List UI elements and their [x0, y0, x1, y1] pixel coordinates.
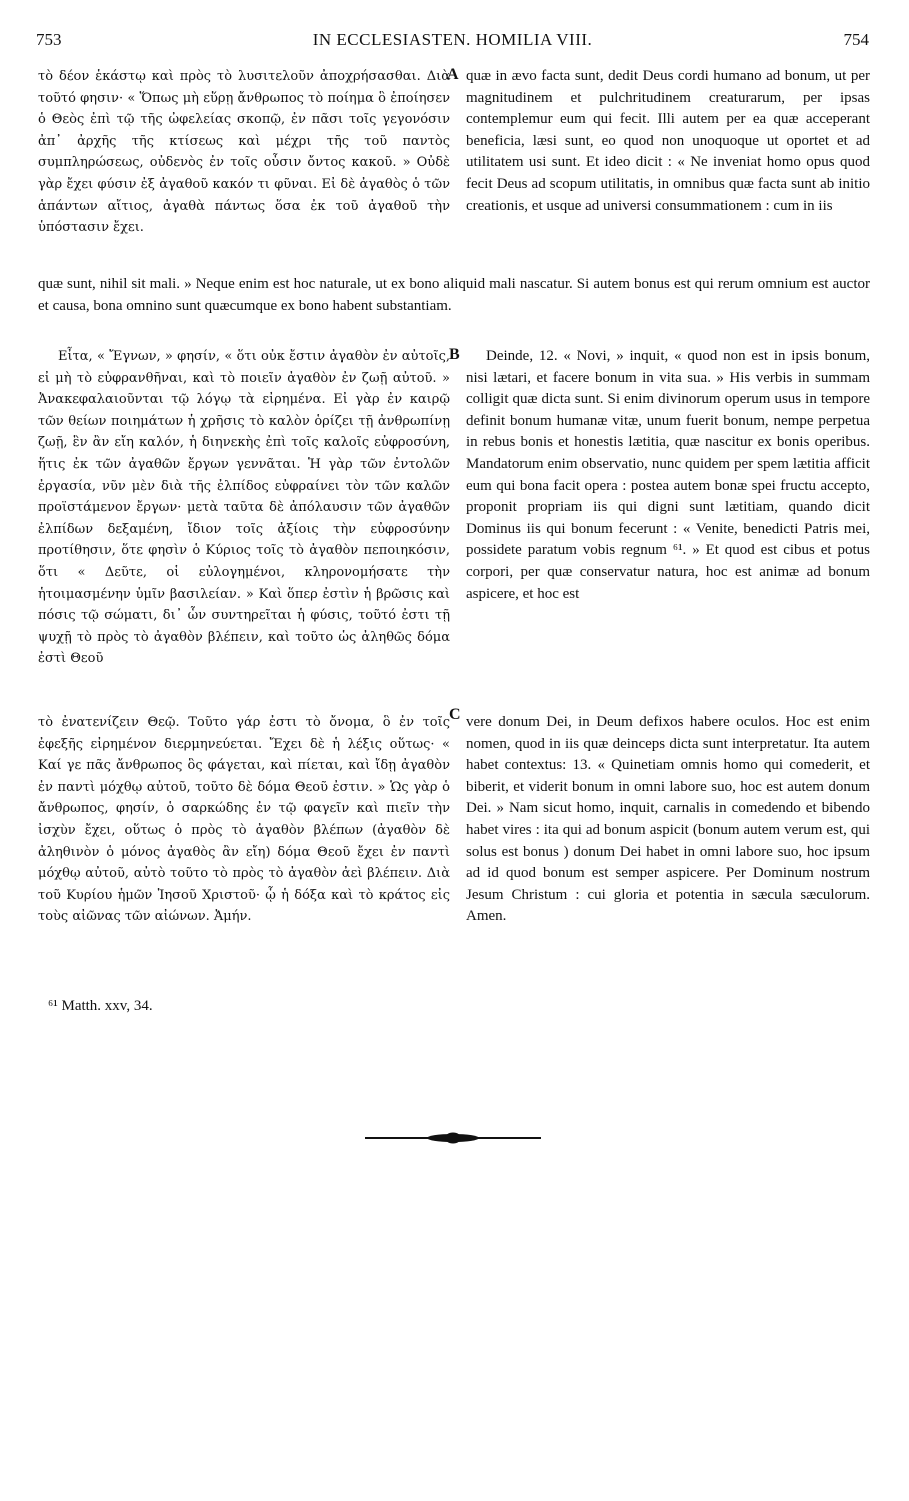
latin-column-b1 — [466, 346, 870, 710]
latin-fullwidth-text: quæ sunt, nihil sit mali. » Neque enim est hoc naturale, ut ex bono aliquid mali nascatur. Si autem bonus est qui rerum omnium est auctor et causa, bona omnino sunt quæcumque ex bono habent substantiam. — [38, 276, 870, 314]
latin-column-a — [466, 66, 870, 266]
latin-text-b2: vere donum Dei, in Deum defixos habere oculos. Hoc est enim nomen, quod in iis quæ deinceps dicta sunt interpretatur. Ita autem habet contextus: 13. « Quinetiam omnis homo qui comederit, et biberit, et viderit bonum in omni labore suo, hoc est autem donum Dei. » Nam sicut homo, inquit, carnalis in comedendo et bibendo habet vires : ita qui ad bonum aspicit (bonum autem verum est, qui solus est bonus ) donum Dei habet in omni labore suo, hoc ipsum ad id quod bonum est semper aspicere. Per Dominum nostrum Jesum Christum : cui gloria et potentia in sæcula sæculorum. Amen. — [466, 714, 870, 925]
latin-text-b1: Deinde, 12. « Novi, » inquit, « quod non est in ipsis bonum, nisi lætari, et facere bonum in vita sua. » His verbis in summam colligit quæ dicta sunt. Si enim divinorum operum usus in tempore definit bonum humanæ vitæ, unum fuerit bonum, nempe perpetua in rebus bonis et honestis lætitia, quæ nascitur ex bonis operibus. Mandatorum enim observatio, nunc quidem per spem lætitia afficit eum qui bona facit opera : postea autem bonæ spei fructu accepto, proponit propriam iis qui digni sunt lætitiam, quando dicit Dominus iis qui bonum fecerunt : « Venite, benedicti Patris mei, possidete paratum vobis regnum ⁶¹. » Et quod est cibus et potus corpori, per quæ conservatur natura, hoc est animæ ad bonum aspicere, et hoc est — [466, 348, 870, 602]
latin-fullwidth-a — [38, 274, 870, 317]
latin-text-a: quæ in ævo facta sunt, dedit Deus cordi humano ad bonum, ut per magnitudinem et pulchritudinem creaturarum, per ipsas contemplemur eum qui fecit. Illi autem per ea quæ acceperant beneficia, læsi sunt, eo quod non unoquoque ut oportet et ad utilitatem usi sunt. Et ideo dicit : « Ne inveniat homo opus quod fecit Deus ad scopum utilitatis, in omnibus quæ facta sunt ab initio creationis, et usque ad universi consummationem : cum in iis — [466, 68, 870, 214]
section-marker-c: C — [449, 706, 461, 723]
greek-column-a — [38, 66, 450, 266]
greek-text-b2: τὸ ἐνατενίζειν Θεῷ. Τοῦτο γάρ ἐστι τὸ ὄνομα, ὃ ἐν τοῖς ἐφεξῆς εἰρημένον διερμηνεύεται. Ἔχει δὲ ἡ λέξις οὕτως· « Καί γε πᾶς ἄνθρωπος ὃς φάγεται, καὶ πίεται, καὶ ἴδῃ ἀγαθὸν ἐν παντὶ μόχθῳ αὐτοῦ, τοῦτο δὲ δόμα Θεοῦ ἐστιν. » Ὡς γὰρ ὁ ἄνθρωπος, φησίν, ὁ σαρκώδης ἐν τῷ φαγεῖν καὶ πιεῖν τὴν ἰσχὺν ἔχει, οὕτως ὁ πρὸς τὸ ἀγαθὸν βλέπων (ἀγαθὸν δὲ ἀληθινὸν ὁ μόνος ἀγαθὸς ἂν εἴη) δόμα Θεοῦ ἔχει ἐν παντὶ μόχθῳ αὐτοῦ, αὐτὸ τοῦτο τὸ πρὸς τὸ ἀγαθὸν ἀεὶ βλέπειν. Διὰ τοῦ Κυρίου ἡμῶν Ἰησοῦ Χριστοῦ· ᾧ ἡ δόξα καὶ τὸ κράτος εἰς τοὺς αἰῶνας τῶν αἰώνων. Ἀμήν. — [38, 715, 450, 925]
section-marker-a: A — [447, 66, 459, 83]
end-ornament — [365, 1131, 541, 1145]
running-title: IN ECCLESIASTEN. HOMILIA VIII. — [312, 30, 593, 49]
greek-text-a: τὸ δέον ἑκάστῳ καὶ πρὸς τὸ λυσιτελοῦν ἀποχρήσασθαι. Διὰ τοῦτό φησιν· « Ὅπως μὴ εὕρῃ ἄνθρωπος τὸ ποίημα ὃ ἐποίησεν ὁ Θεὸς ἐπὶ τῷ τῆς ὠφελείας σκοπῷ, ἐν πᾶσι τοῖς γεγονόσιν ἀπ᾽ ἀρχῆς τῆς κτίσεως καὶ μέχρι τῆς τοῦ παντὸς συμπληρώσεως, οὐδενὸς ἐν τοῖς οὖσιν ὄντος κακοῦ. » Οὐδὲ γὰρ ἔχει φύσιν ἐξ ἀγαθοῦ κακόν τι φῦναι. Εἰ δὲ ἀγαθὸς ὁ τῶν ἁπάντων αἴτιος, ἀγαθὰ πάντως ὅσα ἐκ τοῦ ἀγαθοῦ τὴν ὑπόστασιν ἔχει. — [38, 69, 450, 236]
greek-column-b1 — [38, 346, 450, 710]
greek-column-b2 — [38, 712, 450, 982]
greek-text-b1: Εἶτα, « Ἔγνων, » φησίν, « ὅτι οὐκ ἔστιν ἀγαθὸν ἐν αὐτοῖς, εἰ μὴ τὸ εὐφρανθῆναι, καὶ τὸ ποιεῖν ἀγαθὸν ἐν ζωῇ αὐτοῦ. » Ἀνακεφαλαιοῦνται τῷ λόγῳ τὰ εἰρημένα. Εἰ γὰρ ἐν καιρῷ τῶν θείων ποιημάτων ἡ χρῆσις τὸ καλὸν ὁρίζει τῇ ἀνθρωπίνῃ ζωῇ, ἓν ἂν εἴη καλόν, ἡ διηνεκὴς ἐπὶ τοῖς καλοῖς εὐφροσύνη, ἥτις ἐκ τῶν ἀγαθῶν ἔργων γεννᾶται. Ἡ γὰρ τῶν ἐντολῶν ἐργασία, νῦν μὲν διὰ τῆς ἐλπίδος εὐφραίνει τὸν τῶν καλῶν προϊστάμενον ἔργων· μετὰ ταῦτα δὲ ἀπόλαυσιν τῶν ἀγαθῶν ἐλπίδων δεξαμένη, ἴδιον τοῖς ἀξίοις τὴν εὐφροσύνην προτίθησιν, ὅτε φησὶν ὁ Κύριος τοῖς τὸ ἀγαθὸν πεποιηκόσιν, ὅτι « Δεῦτε, οἱ εὐλογημένοι, κληρονομήσατε τὴν ἡτοιμασμένην ὑμῖν βασιλείαν. » Καὶ ὅπερ ἐστὶν ἡ βρῶσις καὶ πόσις τῷ σώματι, δι᾽ ὧν συντηρεῖται ἡ φύσις, τοῦτό ἐστι τῇ ψυχῇ τὸ πρὸς τὸ ἀγαθὸν βλέπειν, καὶ τοῦτο ὡς ἀληθῶς δόμα ἐστὶ Θεοῦ — [38, 349, 450, 667]
page-header — [36, 30, 869, 56]
latin-column-b2 — [466, 712, 870, 982]
section-marker-b: B — [449, 346, 460, 363]
page-number-right: 754 — [843, 30, 869, 49]
footnote: ⁶¹ Matth. xxv, 34. — [48, 998, 153, 1014]
page-number-left: 753 — [36, 30, 62, 49]
